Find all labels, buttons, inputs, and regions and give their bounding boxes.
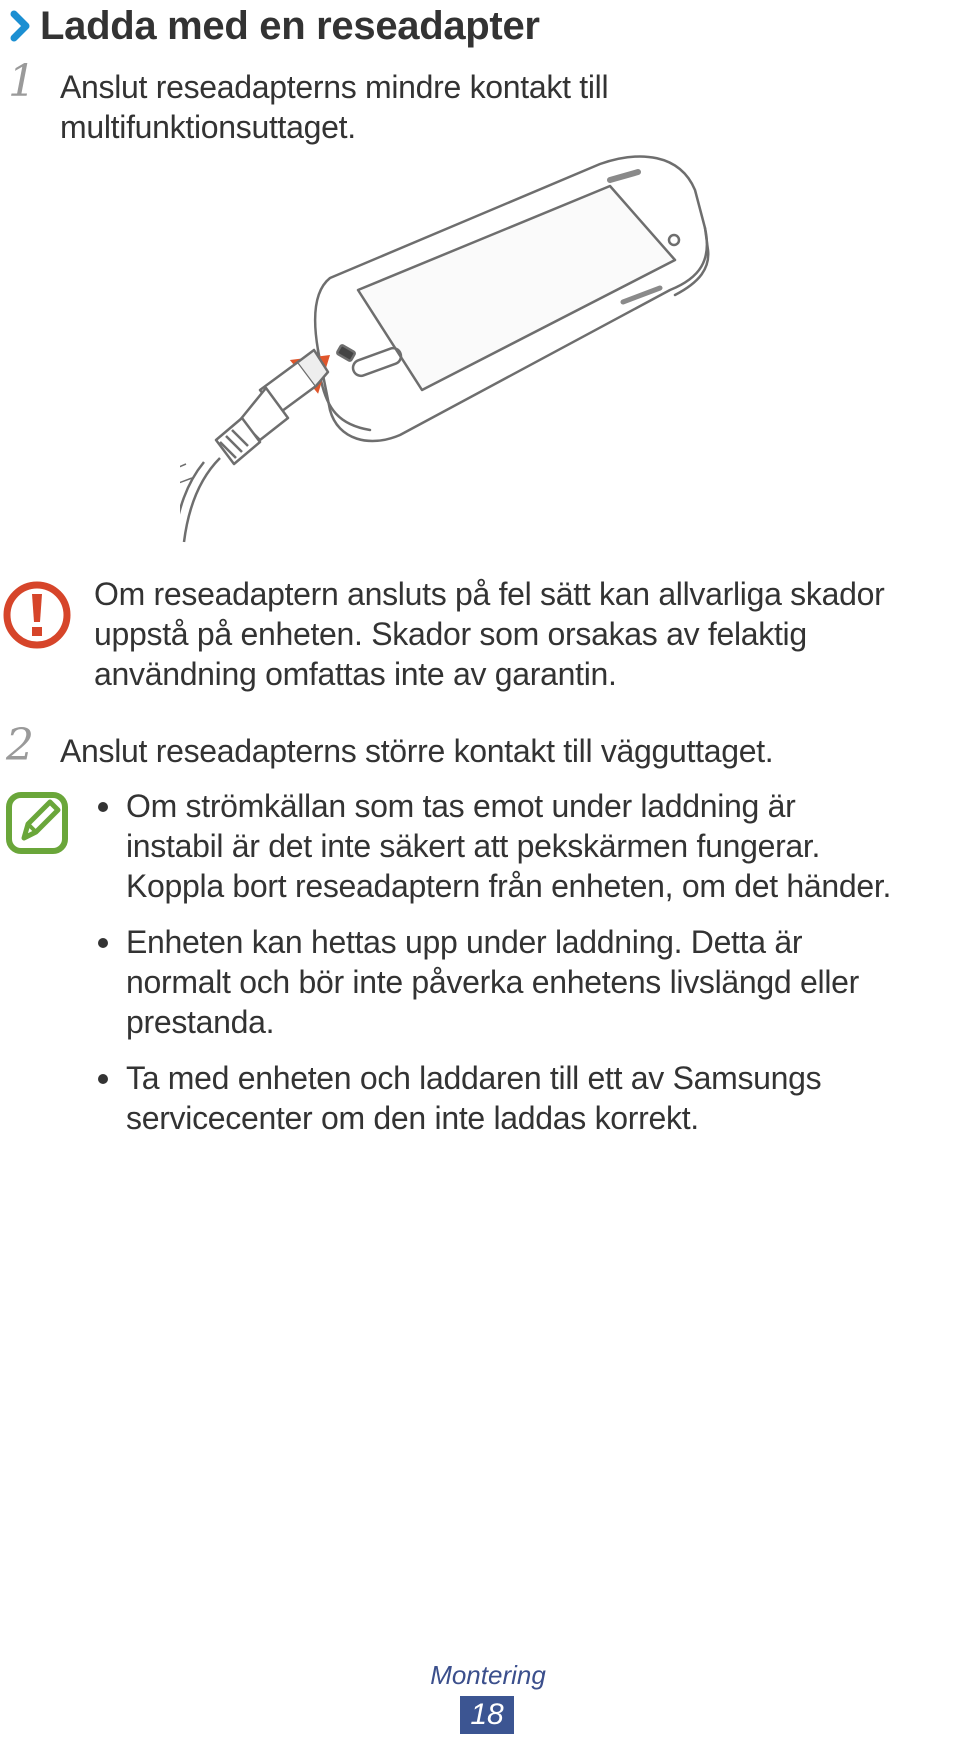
page-number: 18 — [460, 1696, 514, 1734]
note-text-line: Enheten kan hettas upp under laddning. Detta är — [126, 924, 803, 960]
warning-text-line: användning omfattas inte av garantin. — [94, 656, 617, 692]
step-text-line: Anslut reseadapterns mindre kontakt till — [60, 69, 609, 105]
footer-section-label: Montering — [430, 1660, 546, 1690]
step-number: 1 — [8, 56, 36, 107]
bullet-dot — [98, 802, 108, 812]
note-text-line: instabil är det inte säkert att pekskärmen fungerar. — [126, 828, 821, 864]
chevron-right-icon — [6, 4, 36, 44]
section-title: Ladda med en reseadapter — [40, 4, 540, 48]
step-text-line: Anslut reseadapterns större kontakt till vägguttaget. — [60, 733, 774, 769]
note-text-line: servicecenter om den inte laddas korrekt. — [126, 1100, 699, 1136]
warning-exclamation-icon — [2, 580, 72, 650]
step-text-line: multifunktionsuttaget. — [60, 109, 356, 145]
note-text-line: Ta med enheten och laddaren till ett av Samsungs — [126, 1060, 822, 1096]
bullet-dot — [98, 1074, 108, 1084]
note-text-line: prestanda. — [126, 1004, 275, 1040]
phone-charging-illustration — [180, 150, 820, 550]
note-pencil-icon — [4, 790, 70, 856]
note-text-line: Koppla bort reseadaptern från enheten, om det händer. — [126, 868, 892, 904]
bullet-dot — [98, 938, 108, 948]
warning-text-line: uppstå på enheten. Skador som orsakas av felaktig — [94, 616, 807, 652]
step-number: 2 — [6, 720, 34, 771]
warning-text-line: Om reseadaptern ansluts på fel sätt kan allvarliga skador — [94, 576, 885, 612]
note-text-line: normalt och bör inte påverka enhetens livslängd eller — [126, 964, 859, 1000]
note-text-line: Om strömkällan som tas emot under laddning är — [126, 788, 796, 824]
